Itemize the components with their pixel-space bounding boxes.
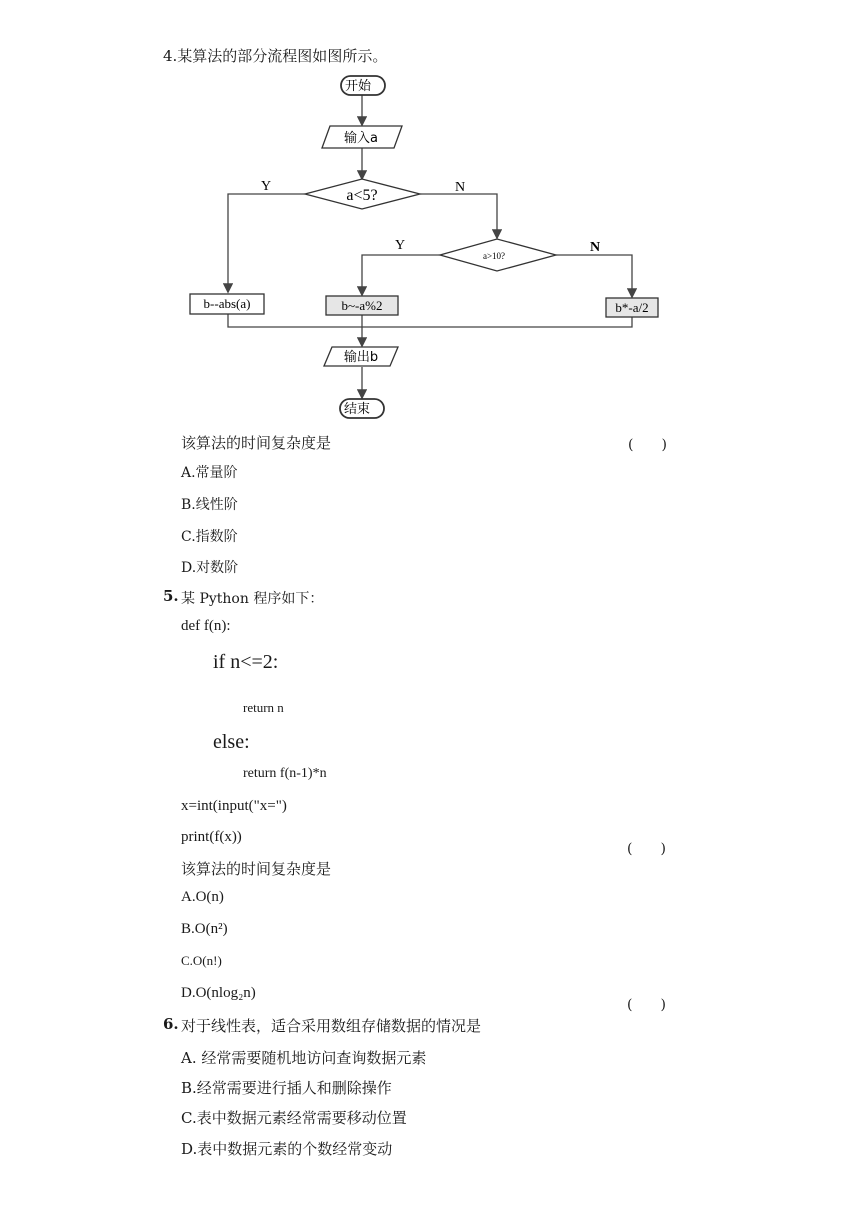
flow-decision-2 (440, 239, 556, 271)
q6-number: 6. (163, 1015, 179, 1033)
q5-number: 5. (163, 587, 179, 605)
q5-code-line-3: return n (243, 700, 284, 715)
q5-answer-paren-1: ( ) (627, 841, 666, 857)
flow-start-node (341, 76, 385, 95)
q5-title: 某 Python 程序如下： (181, 591, 324, 607)
flow-start-label: 开始 (344, 79, 372, 94)
flow-box-left (190, 294, 264, 314)
flow-yes-label-1: Y (260, 179, 272, 194)
flow-no-label-2: N (589, 240, 601, 255)
flow-output-label: 输出b (343, 350, 379, 365)
flow-no-label-1: N (454, 180, 466, 195)
flow-decision-1-label: a<5? (346, 187, 378, 204)
flow-decision-1 (305, 179, 420, 209)
flow-box-right-label: b*-a/2 (615, 300, 649, 315)
flow-end-label: 结束 (343, 402, 371, 417)
q6-option-d: D.表中数据元素的个数经常变动 (181, 1140, 393, 1158)
q5-code-line-6: x=int(input("x=") (181, 798, 287, 814)
q5-code-line-4: else: (213, 731, 250, 753)
q6-option-c: C.表中数据元素经常需要移动位置 (181, 1109, 407, 1127)
q5-option-c: C.O(n!) (181, 953, 222, 968)
flow-end-node (340, 399, 384, 418)
q5-code-line-7: print(f(x)) (181, 829, 242, 845)
flowchart (0, 0, 860, 440)
q5-code-line-2: if n<=2: (213, 651, 279, 673)
q4-stem: 该算法的时间复杂度是 (181, 434, 332, 452)
q5-code-line-5: return f(n-1)*n (243, 766, 327, 781)
q5-code-line-1: def f(n): (181, 618, 231, 634)
q6-title: 对于线性表，适合采用数组存储数据的情况是 (181, 1017, 482, 1035)
flow-box-mid (326, 296, 398, 315)
q5-option-b: B.O(n²) (181, 921, 228, 937)
flow-box-mid-label: b~-a%2 (341, 298, 383, 313)
q4-answer-paren: ( ) (628, 437, 667, 453)
flow-decision-2-label: a>10? (482, 251, 506, 261)
q6-option-a: A. 经常需要随机地访问查询数据元素 (181, 1049, 427, 1067)
q6-option-b: B.经常需要进行插人和删除操作 (181, 1079, 392, 1097)
flow-yes-label-2: Y (394, 238, 406, 253)
flow-input-node (322, 126, 402, 148)
q5-option-a: A.O(n) (181, 889, 224, 905)
q4-option-b: B.线性阶 (181, 497, 238, 513)
q4-title: 4.某算法的部分流程图如图所示。 (163, 47, 388, 65)
q5-option-d: D.O(nlog₂n) (181, 985, 256, 1001)
q4-option-a: A.常量阶 (181, 465, 238, 481)
flow-output-node (324, 347, 398, 366)
flow-box-right (606, 298, 658, 317)
q5-stem: 该算法的时间复杂度是 (181, 860, 332, 878)
q5-answer-paren-2: ( ) (627, 997, 666, 1013)
q4-option-d: D.对数阶 (181, 560, 239, 576)
flow-box-left-label: b--abs(a) (203, 296, 251, 311)
q4-option-c: C.指数阶 (181, 529, 238, 545)
flow-input-label: 输入a (344, 131, 378, 146)
